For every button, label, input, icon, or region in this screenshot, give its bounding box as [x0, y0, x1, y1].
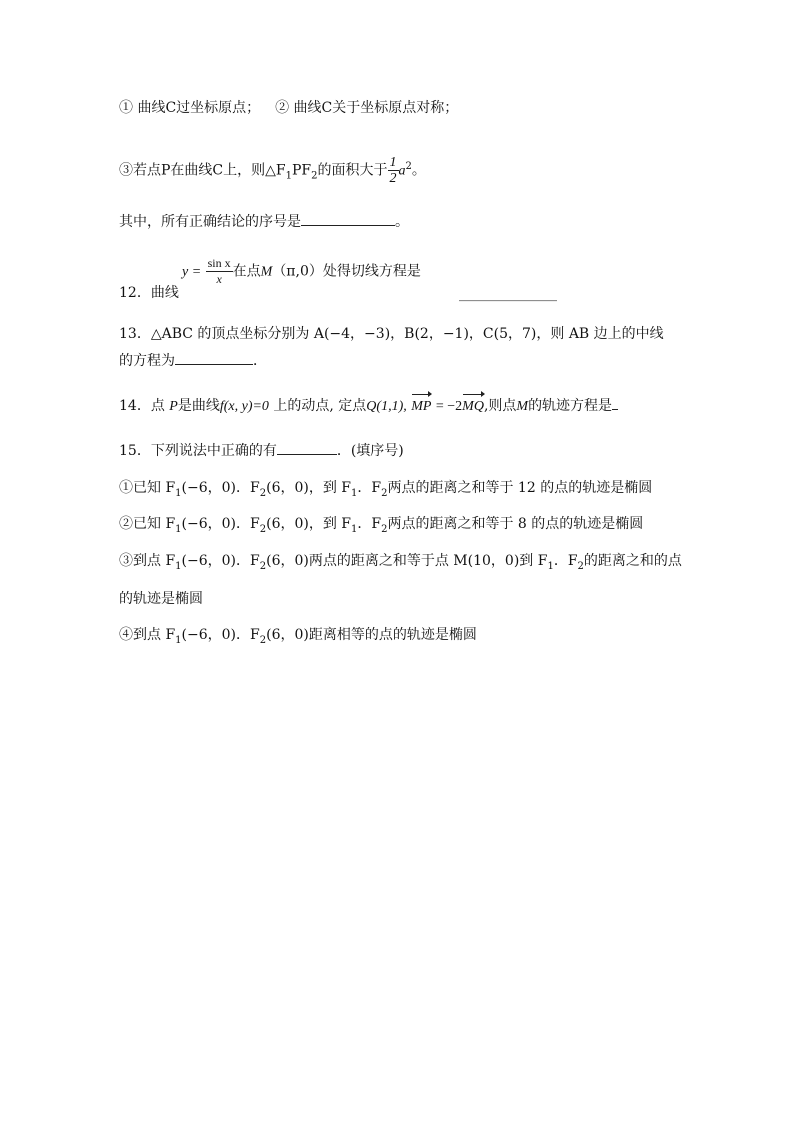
vector-mp: MP: [411, 397, 431, 417]
q15-item-1: ①已知 $F_1(-6$，0)．$F_2(6$，0)，到 $F_1$．$F_2$两点的距离之和等于 12 的点的轨迹是椭圆: [119, 480, 653, 499]
vector-mq: MQ: [462, 397, 484, 417]
half-fraction: $\frac{1}{2}$: [389, 155, 397, 187]
q12-formula: y = $\frac{\text{sin x}}{x}$ 在点M（π,0）处得切线方程是: [182, 256, 421, 286]
sin-x-over-x-fraction: $\frac{\text{sin x}}{x}$: [207, 256, 231, 286]
q11-statements-line: [119, 98, 458, 118]
answer-blank[interactable]: [277, 440, 337, 455]
q14-line: 14．点 P是曲线f(x, y)=0 上的动点, 定点Q(1,1), MP = −2MQ,则点M的轨迹方程是: [119, 395, 618, 417]
q12-answer-blank[interactable]: ______________: [459, 286, 557, 302]
q13-line-2: 的方程为 ．: [119, 350, 267, 371]
q15-item-3-continued: 的轨迹是椭圆: [119, 591, 203, 607]
answer-blank[interactable]: [301, 211, 395, 226]
q15-item-2: ②已知 $F_1(-6$，0)．$F_2(6$，0)，到 $F_1$．$F_2$两点的距离之和等于 8 的点的轨迹是椭圆: [119, 516, 644, 535]
q15-heading: 15．下列说法中正确的有 ．(填序号): [119, 440, 404, 461]
q13-line-1: 13．△ABC 的顶点坐标分别为 A(−4，−3)，B(2，−1)，C(5，7)，则 AB 边上的中线: [119, 326, 664, 342]
q11-statement-3: ③若点P在曲线C上，则$\triangle F_1PF_2$的面积大于 $\frac{1}{2}$ $a^2$。: [119, 155, 426, 187]
q11-statement-1: ① 曲线C过坐标原点；: [119, 100, 261, 116]
answer-blank[interactable]: [612, 395, 618, 410]
q12-number: 12．曲线: [119, 285, 179, 301]
answer-blank[interactable]: [175, 350, 253, 365]
q15-item-3: ③到点 $F_1(-6$，0)．$F_2(6$，0)两点的距离之和等于点 M(10，0)到 $F_1$．$F_2$的距离之和的点: [119, 553, 682, 572]
q11-statement-2: ② 曲线C关于坐标原点对称；: [275, 100, 459, 116]
q15-item-4: ④到点 $F_1(-6$，0)．$F_2(6$，0)距离相等的点的轨迹是椭圆: [119, 627, 477, 646]
q11-answer-line: 其中，所有正确结论的序号是 。: [119, 211, 409, 232]
